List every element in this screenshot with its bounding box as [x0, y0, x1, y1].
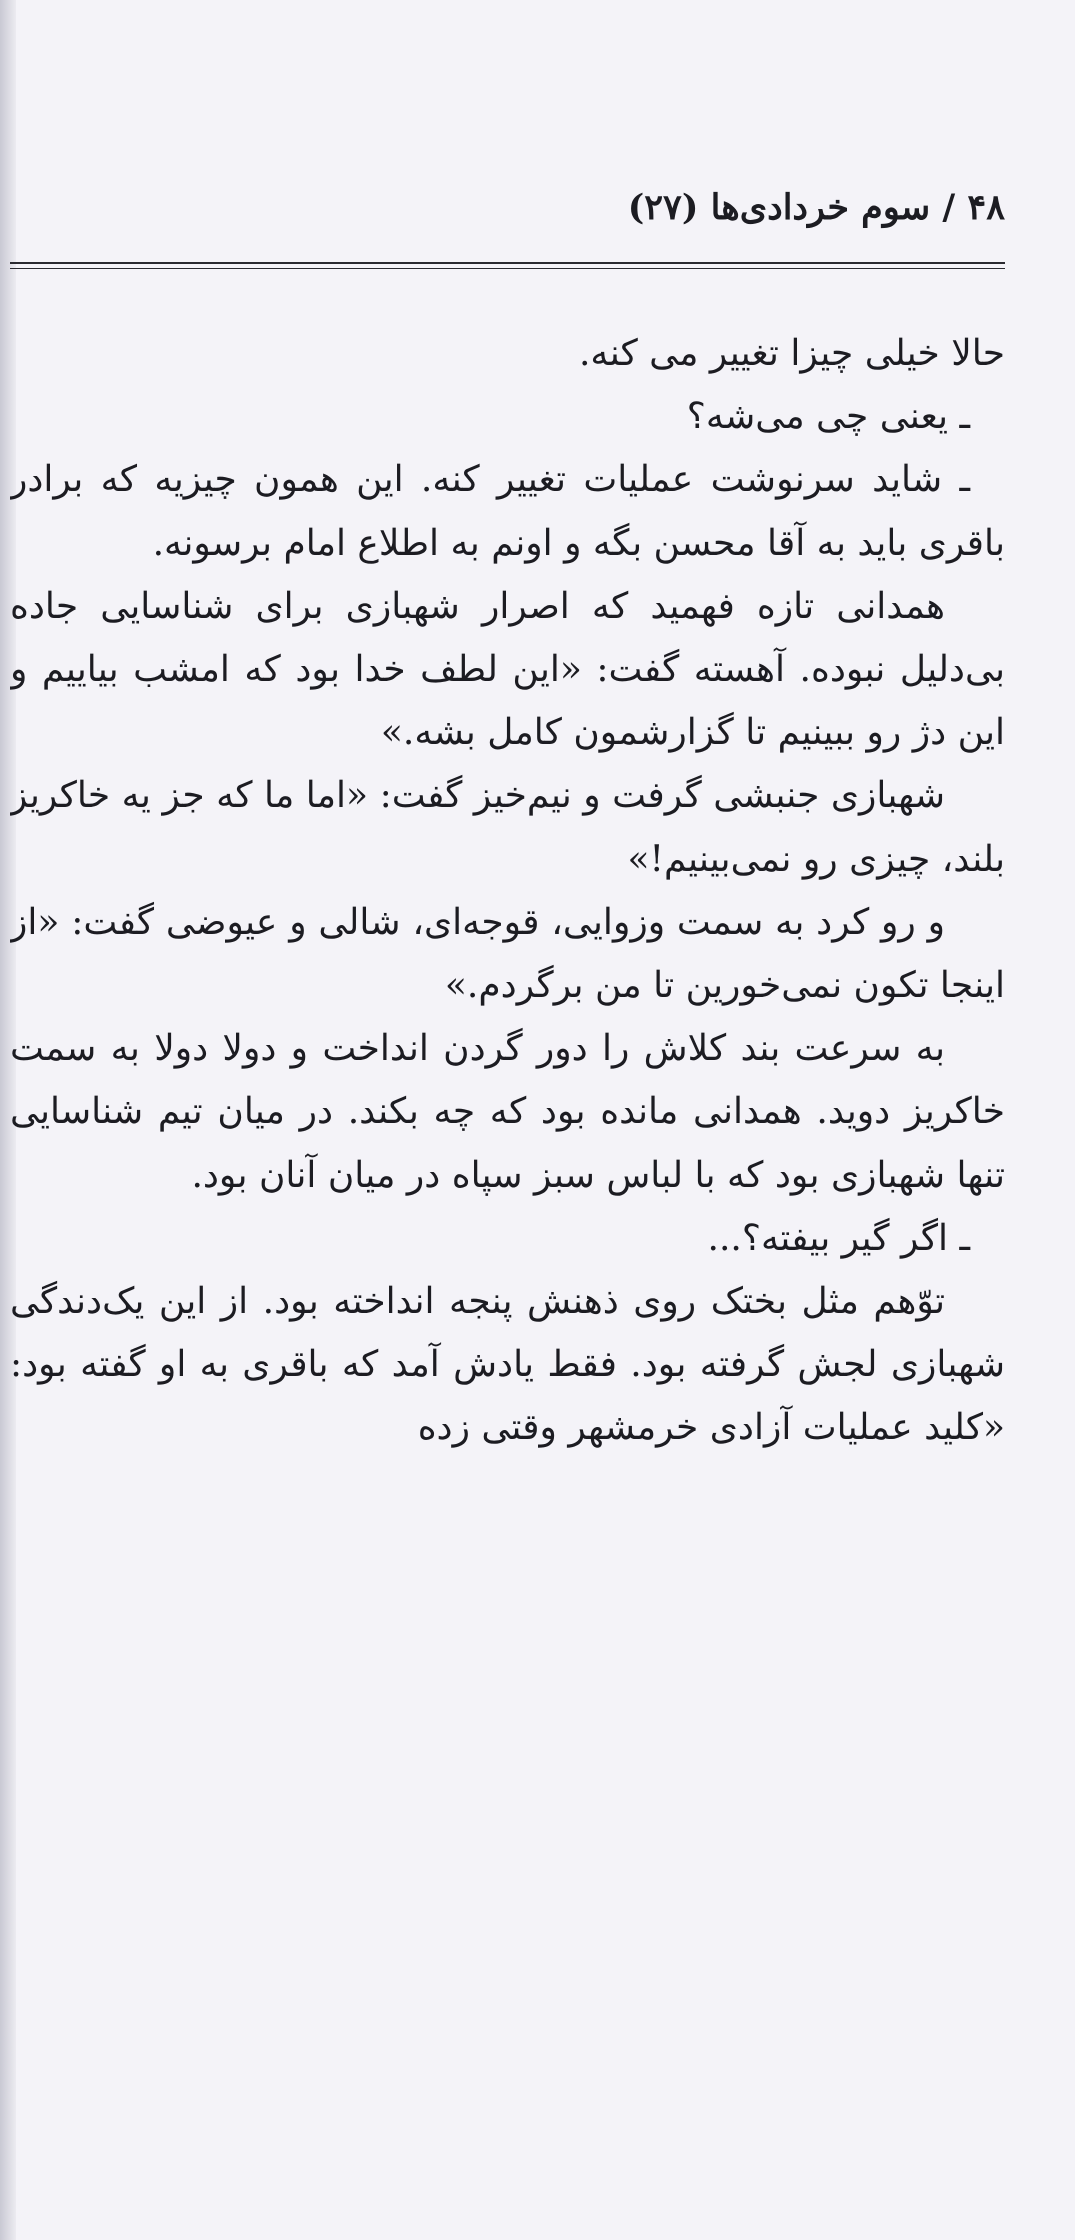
paragraph: همدانی تازه فهمید که اصرار شهبازی برای شناسایی جاده بی‌دلیل نبوده. آهسته گفت: «این لطف خدا بود که امشب بیاییم و این دژ رو ببینیم تا گزارشمون کامل بشه.» [10, 585, 1005, 754]
paragraph: ـ اگر گیر بیفته؟... [707, 1217, 970, 1259]
running-head: ۴۸ / سوم خردادی‌ها (۲۷) [627, 187, 1005, 228]
header-rule-thin [10, 268, 1005, 269]
header-rule [10, 262, 1005, 264]
paragraph: حالا خیلی چیزا تغییر می کنه. [578, 333, 1005, 374]
paragraph: توّهم مثل بختک روی ذهنش پنجه انداخته بود. از این یک‌دندگی شهبازی لجش گرفته بود. فقط یادش آمد که باقری به او گفته بود: «کلید عملیات آزادی خرمشهر وقتی زده [10, 1281, 1005, 1449]
body-text [10, 322, 1005, 1962]
paragraph: به سرعت بند کلاش را دور گردن انداخت و دولا دولا به سمت خاکریز دوید. همدانی مانده بود که چه بکند. در میان تیم شناسایی تنها شهبازی بود که با لباس سبز سپاه در میان آنان بود. [10, 1028, 1005, 1196]
paragraph: شهبازی جنبشی گرفت و نیم‌خیز گفت: «اما ما که جز یه خاکریز بلند، چیزی رو نمی‌بینیم!» [10, 775, 1005, 880]
paragraph: ـ شاید سرنوشت عملیات تغییر کنه. این همون چیزیه که برادر باقری باید به آقا محسن بگه و اونم به اطلاع امام برسونه. [10, 459, 1005, 564]
paragraph: ـ یعنی چی می‌شه؟ [686, 396, 970, 438]
paragraph: و رو کرد به سمت وزوایی، قوجه‌ای، شالی و عیوضی گفت: «از اینجا تکون نمی‌خورین تا من برگردم.» [10, 901, 1005, 1007]
